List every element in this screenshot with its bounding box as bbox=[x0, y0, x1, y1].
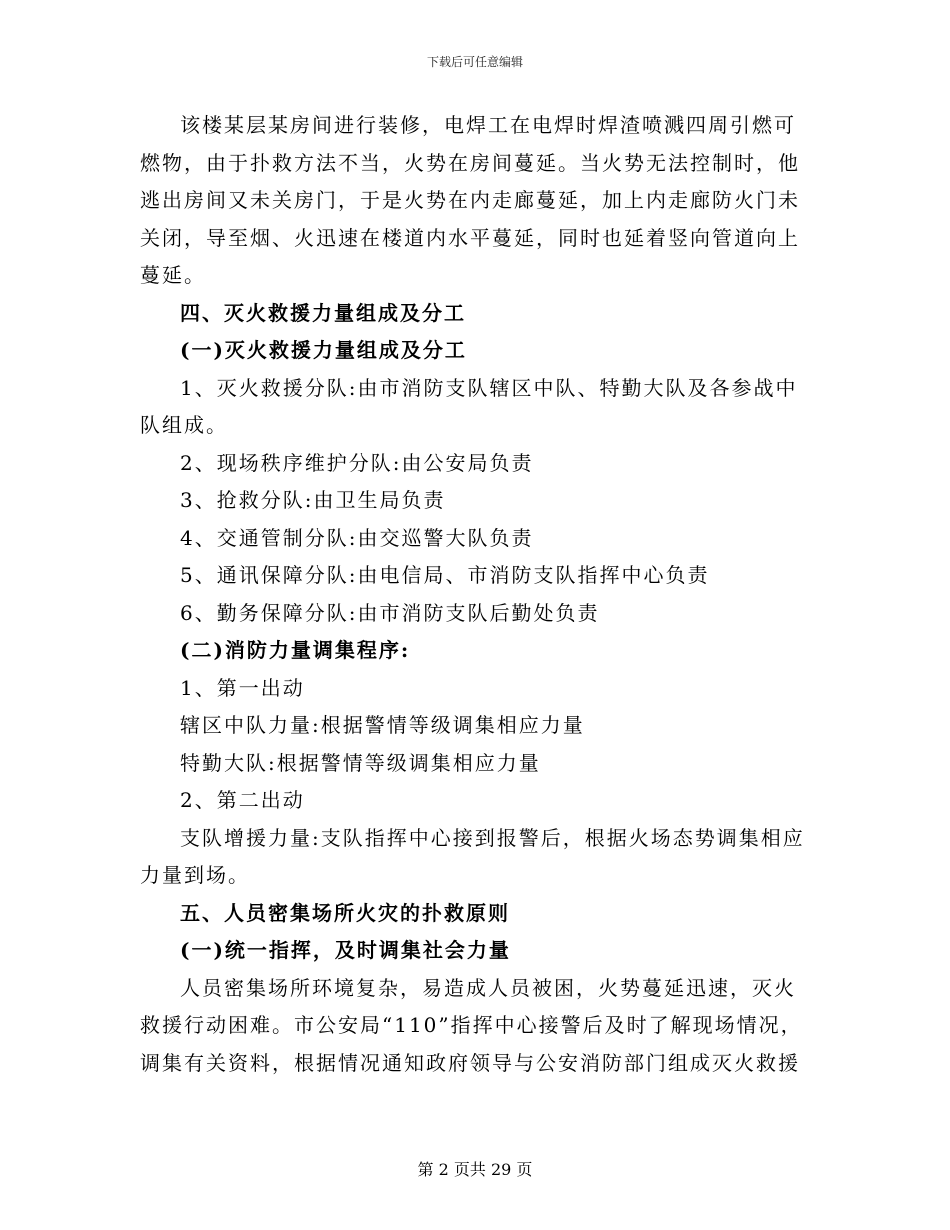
list-item: 5、通讯保障分队:由电信局、市消防支队指挥中心负责 bbox=[180, 563, 710, 587]
list-item: 6、勤务保障分队:由市消防支队后勤处负责 bbox=[180, 600, 600, 625]
page-footer: 第 2 页共 29 页 bbox=[417, 1160, 533, 1179]
paragraph-crowded-places: 人员密集场所环境复杂，易造成人员被困，火势蔓延迅速，灭火救援行动困难。市公安局“110”指挥中心接警后及时了解现场情况，调集有关资料，根据情况通知政府领导与公安消防部门组成灭火救援 bbox=[140, 975, 803, 1075]
list-item: 1、灭火救援分队:由市消防支队辖区中队、特勤大队及各参战中队组成。 bbox=[140, 375, 798, 437]
section-heading-4: 四、灭火救援力量组成及分工 bbox=[180, 300, 466, 325]
paragraph-fire-cause: 该楼某层某房间进行装修，电焊工在电焊时焊渣喷溅四周引燃可燃物，由于扑救方法不当，火势在房间蔓延。当火势无法控制时，他逃出房间又未关房门，于是火势在内走廊蔓延，加上内走廊防火门未关闭，导至烟、火迅速在楼道内水平蔓延，同时也延着竖向管道向上蔓延。 bbox=[140, 113, 800, 287]
document-body bbox=[140, 107, 812, 1082]
subsection-heading-4-1: (一)灭火救援力量组成及分工 bbox=[180, 338, 467, 362]
list-item: 2、第二出动 bbox=[180, 788, 305, 812]
list-item: 特勤大队:根据警情等级调集相应力量 bbox=[180, 750, 541, 775]
list-item: 1、第一出动 bbox=[180, 675, 305, 700]
subsection-heading-4-2: (二)消防力量调集程序: bbox=[180, 638, 411, 662]
page-header: 下载后可任意编辑 bbox=[426, 55, 523, 69]
list-item: 支队增援力量:支队指挥中心接到报警后，根据火场态势调集相应力量到场。 bbox=[140, 825, 805, 887]
subsection-heading-5-1: (一)统一指挥，及时调集社会力量 bbox=[180, 938, 511, 962]
section-heading-5: 五、人员密集场所火灾的扑救原则 bbox=[180, 900, 510, 925]
list-item: 3、抢救分队:由卫生局负责 bbox=[180, 488, 446, 512]
list-item: 2、现场秩序维护分队:由公安局负责 bbox=[180, 450, 534, 475]
list-item: 4、交通管制分队:由交巡警大队负责 bbox=[180, 525, 534, 550]
list-item: 辖区中队力量:根据警情等级调集相应力量 bbox=[180, 713, 585, 737]
